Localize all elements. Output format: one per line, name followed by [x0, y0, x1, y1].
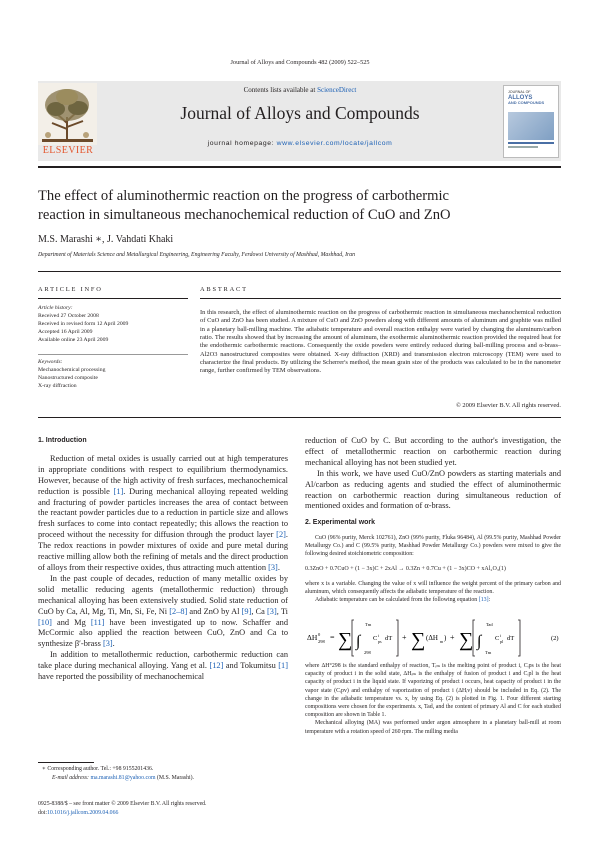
sciencedirect-link[interactable]: ScienceDirect	[317, 86, 357, 94]
svg-text:dT: dT	[507, 635, 515, 642]
right-paragraph-2: In this work, we have used CuO/ZnO powders as starting materials and Al/carbon as reducing agents and studied the effect of aluminothermic reaction on carbothermic reaction during simultaneous reduction of mentioned oxides and formation of α-brass.	[305, 468, 561, 511]
svg-text:pl: pl	[500, 639, 504, 644]
introduction-heading: 1. Introduction	[38, 437, 87, 444]
svg-text:ΔH: ΔH	[307, 633, 318, 642]
homepage-link[interactable]: www.elsevier.com/locate/jallcom	[276, 140, 393, 147]
citation-link[interactable]: [1]	[113, 486, 124, 496]
citation-link[interactable]: [11]	[90, 617, 105, 627]
citation-link[interactable]: [3]	[268, 562, 278, 572]
svg-text:m: m	[440, 639, 444, 644]
svg-text:∑: ∑	[338, 629, 353, 651]
issn-block	[38, 800, 338, 817]
history-accepted: Accepted 16 April 2009	[38, 329, 93, 335]
citation-link[interactable]: [2]	[276, 530, 286, 540]
footnote-rule	[38, 762, 94, 763]
svg-text:Tad: Tad	[486, 622, 493, 627]
journal-cover-image	[503, 85, 559, 158]
doi-link[interactable]: 10.1016/j.jallcom.2009.04.066	[47, 809, 119, 816]
svg-text:∑: ∑	[411, 629, 426, 651]
running-header: Journal of Alloys and Compounds 482 (2009) 522–525	[230, 59, 370, 66]
citation-link[interactable]: [13]	[478, 597, 489, 604]
svg-text:i: i	[378, 633, 380, 638]
svg-text:dT: dT	[385, 635, 393, 642]
intro-paragraph-3: In addition to metallothermic reduction, carbothermic reduction can take place during mechanical alloying. Yang et al. [12] and Tokumitsu [1] have reported the possibility of mechanochemical	[38, 650, 288, 682]
svg-text:+: +	[450, 633, 455, 642]
svg-text:∫: ∫	[356, 633, 361, 650]
svg-text:Tm: Tm	[365, 622, 372, 627]
email-suffix: (M.S. Marashi).	[155, 774, 194, 781]
email-label: E-mail address:	[52, 774, 91, 781]
svg-text:∑: ∑	[459, 629, 474, 651]
history-online: Available online 23 April 2009	[38, 337, 109, 343]
cover-line-2: ALLOYS	[508, 94, 533, 101]
equation-2-number: (2)	[551, 635, 559, 642]
article-info-rule	[38, 298, 188, 299]
materials-paragraph: CuO (96% purity, Merck 102761), ZnO (99% purity, Fluka 96484), Al (99.5% purity, Mashhad Powder Metallurgy Co.) and C (99.5% purity, Mashhad Powder Metallurgy Co.) powders were mixed to give the following desired stoichiometric composition:	[305, 535, 561, 558]
abstract-bottom-rule	[38, 417, 561, 418]
history-revised: Received in revised form 12 April 2009	[38, 321, 129, 327]
affiliation: Department of Materials Science and Metallurgical Engineering, Engineering Faculty, Ferdowsi University of Mashhad, Mashhad, Iran	[38, 252, 356, 258]
keyword-1: Mechanochemical processing	[38, 367, 106, 373]
citation-link[interactable]: [2–8]	[169, 606, 188, 616]
svg-text:C: C	[495, 635, 500, 642]
svg-text:0: 0	[318, 632, 321, 637]
milling-paragraph: Mechanical alloying (MA) was performed under argon atmosphere in a planetary ball-mill at room temperature with a rotation speed of 260 rpm. The milling media	[305, 720, 561, 735]
issn-line: 0925-8388/$ – see front matter © 2009 Elsevier B.V. All rights reserved.	[38, 801, 207, 807]
authors: M.S. Marashi ∗, J. Vahdati Khaki	[38, 234, 174, 245]
definitions-paragraph: where ΔH°298 is the standard enthalpy of reaction, Tᵢₘ is the melting point of product i, Cᵢps is the heat capacity of product i in the solid state, ΔHᵢₘ is the enthalpy of fusion of product i and Cᵢpl is the heat capacity of product i in the liquid state. If vaporizing of product i occurs, heat capacity of product i in the vapor state (Cᵢpv) and enthalpy of vaporization of product i (ΔHᵢv) should be included in Eq. (2). The change in the adiabatic temperature vs. x, by using Eq. (2) is plotted in Fig. 1. Four different starting compositions were chosen for the experiments. x, Tad, and the content of primary Al and C for each studied composition are shown in Table 1.	[305, 663, 561, 719]
right-column	[305, 436, 561, 512]
svg-text:Tm: Tm	[485, 650, 492, 655]
svg-text:=: =	[330, 633, 335, 642]
abstract-rule	[200, 298, 561, 299]
title-line-2: reaction in simultaneous mechanochemical reduction of CuO and ZnO	[38, 207, 451, 223]
header-rule	[38, 166, 561, 168]
cover-line-1: JOURNAL OF	[508, 90, 531, 94]
svg-text:(ΔH: (ΔH	[426, 634, 438, 642]
article-info-heading: ARTICLE INFO	[38, 286, 103, 293]
article-history	[38, 304, 188, 344]
right-paragraph-1: reduction of CuO by C. But according to the author's investigation, the effect of metallothermic reaction on carbothermic reaction during mechanical alloying has not been studied yet.	[305, 436, 561, 467]
contents-prefix: Contents lists available at	[243, 86, 318, 94]
citation-link[interactable]: [3]	[102, 639, 113, 649]
journal-title: Journal of Alloys and Compounds	[180, 103, 420, 123]
svg-text:298: 298	[364, 650, 371, 655]
abstract-heading: ABSTRACT	[200, 286, 248, 293]
citation-link[interactable]: [10]	[38, 617, 52, 627]
equation-2	[305, 612, 561, 662]
keywords-rule	[38, 354, 188, 355]
svg-text:i: i	[500, 633, 502, 638]
citation-link[interactable]: [3]	[267, 606, 277, 616]
experimental-heading: 2. Experimental work	[305, 519, 376, 526]
svg-text:298: 298	[318, 639, 325, 644]
abstract-copyright: © 2009 Elsevier B.V. All rights reserved.	[455, 402, 561, 409]
doi-line	[38, 809, 338, 818]
affiliation-rule	[38, 271, 561, 272]
keyword-3: X-ray diffraction	[38, 383, 77, 389]
experimental-text-2	[305, 580, 561, 605]
keywords-label: Keywords:	[38, 359, 63, 365]
doi-prefix: doi:	[38, 809, 48, 816]
keyword-2: Nanostructured composite	[38, 375, 98, 381]
svg-text:): )	[444, 634, 447, 642]
history-received: Received 27 October 2008	[38, 313, 99, 319]
intro-paragraph-2: In the past couple of decades, reduction of many metallic oxides by solid metallic reducing agents (metallothermic reduction) through mechanical alloying has been extensively studied. Solid state reduction of CuO by Ca, Al, Mg, Ti, Mn, Si, Fe, Ni [2–8] and ZnO by Al [9], Ca [3], Ti [10] and Mg [11] have been investigated up to now. Schaffer and McCormic also applied the reaction between CuO, ZnO and Ca to synthesize β′-brass [3].	[38, 573, 288, 649]
variable-paragraph: where x is a variable. Changing the value of x will influence the weight percent of the primary carbon and aluminum, which consequently affects the adiabatic temperature of the reaction.	[305, 581, 561, 596]
equation-1: 0.3ZnO + 0.7CuO + (1 − 3x)C + 2xAl → 0.3Zn + 0.7Cu + (1 − 3x)CO + xAl₂O₃(1)	[305, 566, 506, 572]
left-column	[38, 436, 288, 683]
journal-homepage	[100, 140, 500, 147]
publisher-name: ELSEVIER	[42, 145, 94, 156]
svg-text:∫: ∫	[477, 633, 482, 650]
contents-line	[100, 86, 500, 94]
article-title	[38, 187, 563, 225]
email-line	[38, 774, 288, 783]
adiabatic-paragraph: Adiabatic temperature can be calculated from the following equation [13]:	[315, 597, 491, 604]
experimental-text-1	[305, 534, 561, 559]
experimental-text-3	[305, 662, 561, 736]
citation-link[interactable]: [9]	[241, 606, 252, 616]
citation-link[interactable]: [12]	[209, 661, 224, 671]
title-line-1: The effect of aluminothermic reaction on the progress of carbothermic	[38, 188, 450, 204]
cover-line-3: AND COMPOUNDS	[508, 100, 545, 106]
keywords	[38, 358, 188, 390]
intro-paragraph-1: Reduction of metal oxides is usually carried out at high temperatures in appropriate conditions with respect to equilibrium thermodynamics. However, because of the high activity of fresh surfaces, mechanochemical reduction is possible [1]. During mechanical alloying repeated welding and fracturing of powder particles increases the area of contact between the reactant powder particles due to a reduction in particle size and allows fresh surfaces to come into contact repeatedly; this allows the reaction to proceed without the necessity for diffusion through the product layer [2]. The redox reactions in powder mixtures of oxide and pure metal during reactive milling allow both the refining of metals and the direct production of alloys from their respective oxides, thus attracting much attention [3].	[38, 453, 288, 572]
footnote	[38, 765, 288, 782]
svg-text:ps: ps	[378, 639, 382, 644]
citation-link[interactable]: [1]	[278, 661, 288, 671]
history-label: Article history:	[38, 305, 73, 311]
svg-text:C: C	[373, 635, 378, 642]
corresponding-author: ∗ Corresponding author. Tel.: +98 9155201436.	[42, 766, 154, 772]
svg-text:+: +	[402, 633, 407, 642]
abstract-text: In this research, the effect of aluminothermic reaction on the progress of carbothermic reaction in simultaneous mechanochemical reduction of CuO and ZnO has been studied. A mixture of CuO and ZnO powders along with different amounts of aluminum and graphite was milled in a planetary ball-milling machine. The adiabatic temperature and overall reaction enthalpy were varied by changing the aluminum/carbon ratio. The results showed that by increasing the amount of aluminum, the exothermic aluminothermic reaction provided the required heat for the endothermic carbothermic reactions. Consequently the oxide powders were entirely reduced during ball-milling process and α-brass–Al2O3 nanostructured composites were obtained. X-ray diffraction (XRD) and transmission electron microscopy (TEM) were used to characterize the final products. By utilizing the Scherrer's method, the mean grain size of the products was calculated to be in the nanometer range, further confirmed by TEM observations.	[200, 309, 561, 375]
homepage-prefix: journal homepage:	[207, 140, 277, 147]
email-link[interactable]: ma.marashi.81@yahoo.com	[90, 774, 156, 781]
